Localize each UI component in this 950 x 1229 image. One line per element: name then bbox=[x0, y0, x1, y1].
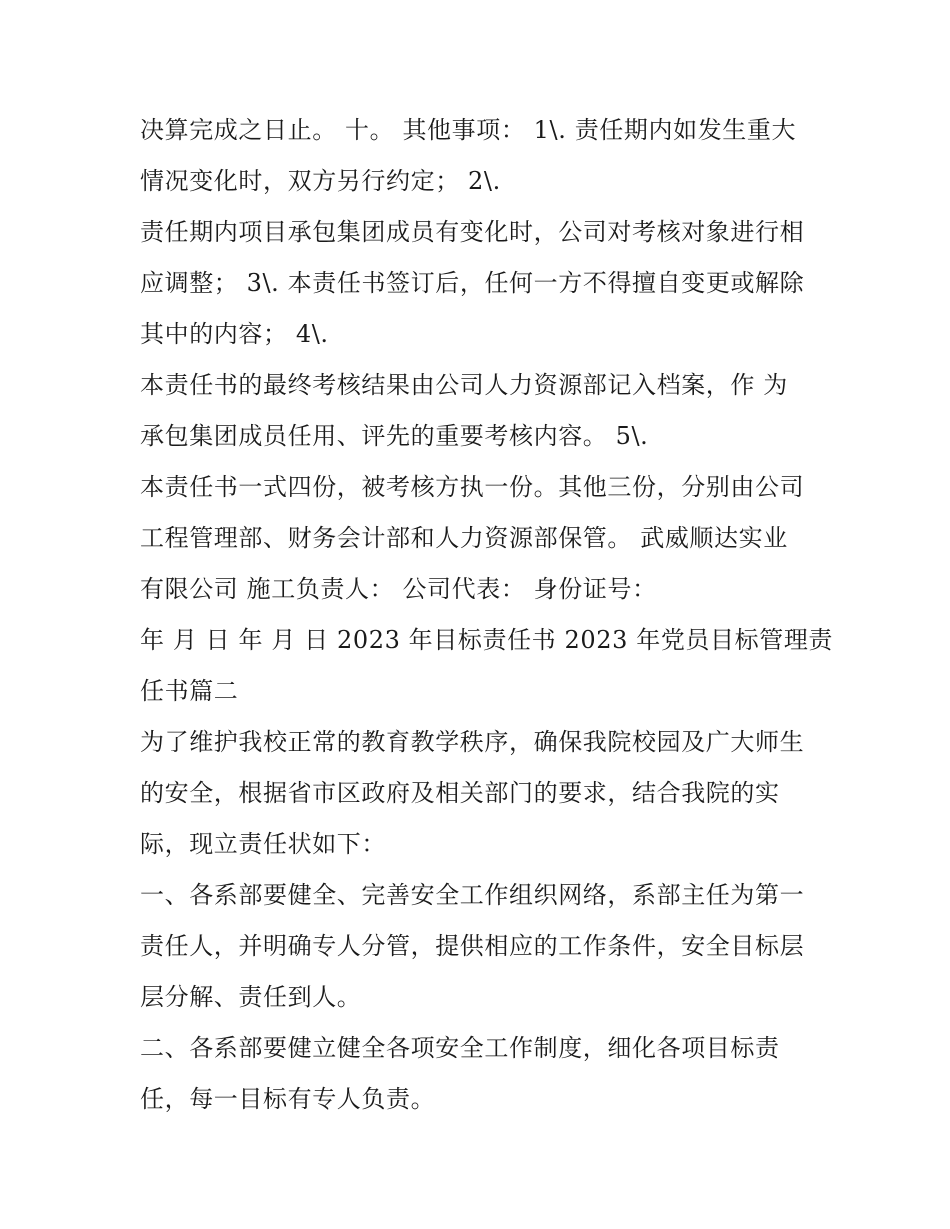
document-body bbox=[140, 105, 834, 1125]
text-line: 本责任书的最终考核结果由公司人力资源部记入档案，作 为 bbox=[140, 371, 788, 399]
text-line: 情况变化时，双方另行约定； 2\. bbox=[140, 167, 501, 195]
text-line: 其中的内容； 4\. bbox=[140, 320, 329, 348]
text-line: 工程管理部、财务会计部和人力资源部保管。 武威顺达实业 bbox=[140, 524, 788, 552]
text-line: 应调整； 3\. 本责任书签订后，任何一方不得擅自变更或解除 bbox=[140, 269, 805, 297]
text-line: 的安全，根据省市区政府及相关部门的要求，结合我院的实 bbox=[140, 779, 780, 807]
text-line: 决算完成之日止。 十。 其他事项： 1\. 责任期内如发生重大 bbox=[140, 116, 797, 144]
text-line: 责任期内项目承包集团成员有变化时，公司对考核对象进行相 bbox=[140, 218, 805, 246]
text-line: 责任人，并明确专人分管，提供相应的工作条件，安全目标层 bbox=[140, 932, 805, 960]
text-line: 任，每一目标有专人负责。 bbox=[140, 1085, 436, 1113]
text-line: 一、各系部要健全、完善安全工作组织网络，系部主任为第一 bbox=[140, 881, 805, 909]
text-line: 有限公司 施工负责人： 公司代表： 身份证号： bbox=[140, 575, 657, 603]
text-line: 年 月 日 年 月 日 2023 年目标责任书 2023 年党员目标管理责 bbox=[140, 626, 834, 654]
text-line: 为了维护我校正常的教育教学秩序，确保我院校园及广大师生 bbox=[140, 728, 805, 756]
text-line: 层分解、责任到人。 bbox=[140, 983, 362, 1011]
text-line: 际，现立责任状如下： bbox=[140, 830, 386, 858]
text-line: 承包集团成员任用、评先的重要考核内容。 5\. bbox=[140, 422, 649, 450]
text-line: 本责任书一式四份，被考核方执一份。其他三份，分别由公司 bbox=[140, 473, 805, 501]
text-line: 二、各系部要健立健全各项安全工作制度，细化各项目标责 bbox=[140, 1034, 780, 1062]
text-line: 任书篇二 bbox=[140, 677, 239, 705]
